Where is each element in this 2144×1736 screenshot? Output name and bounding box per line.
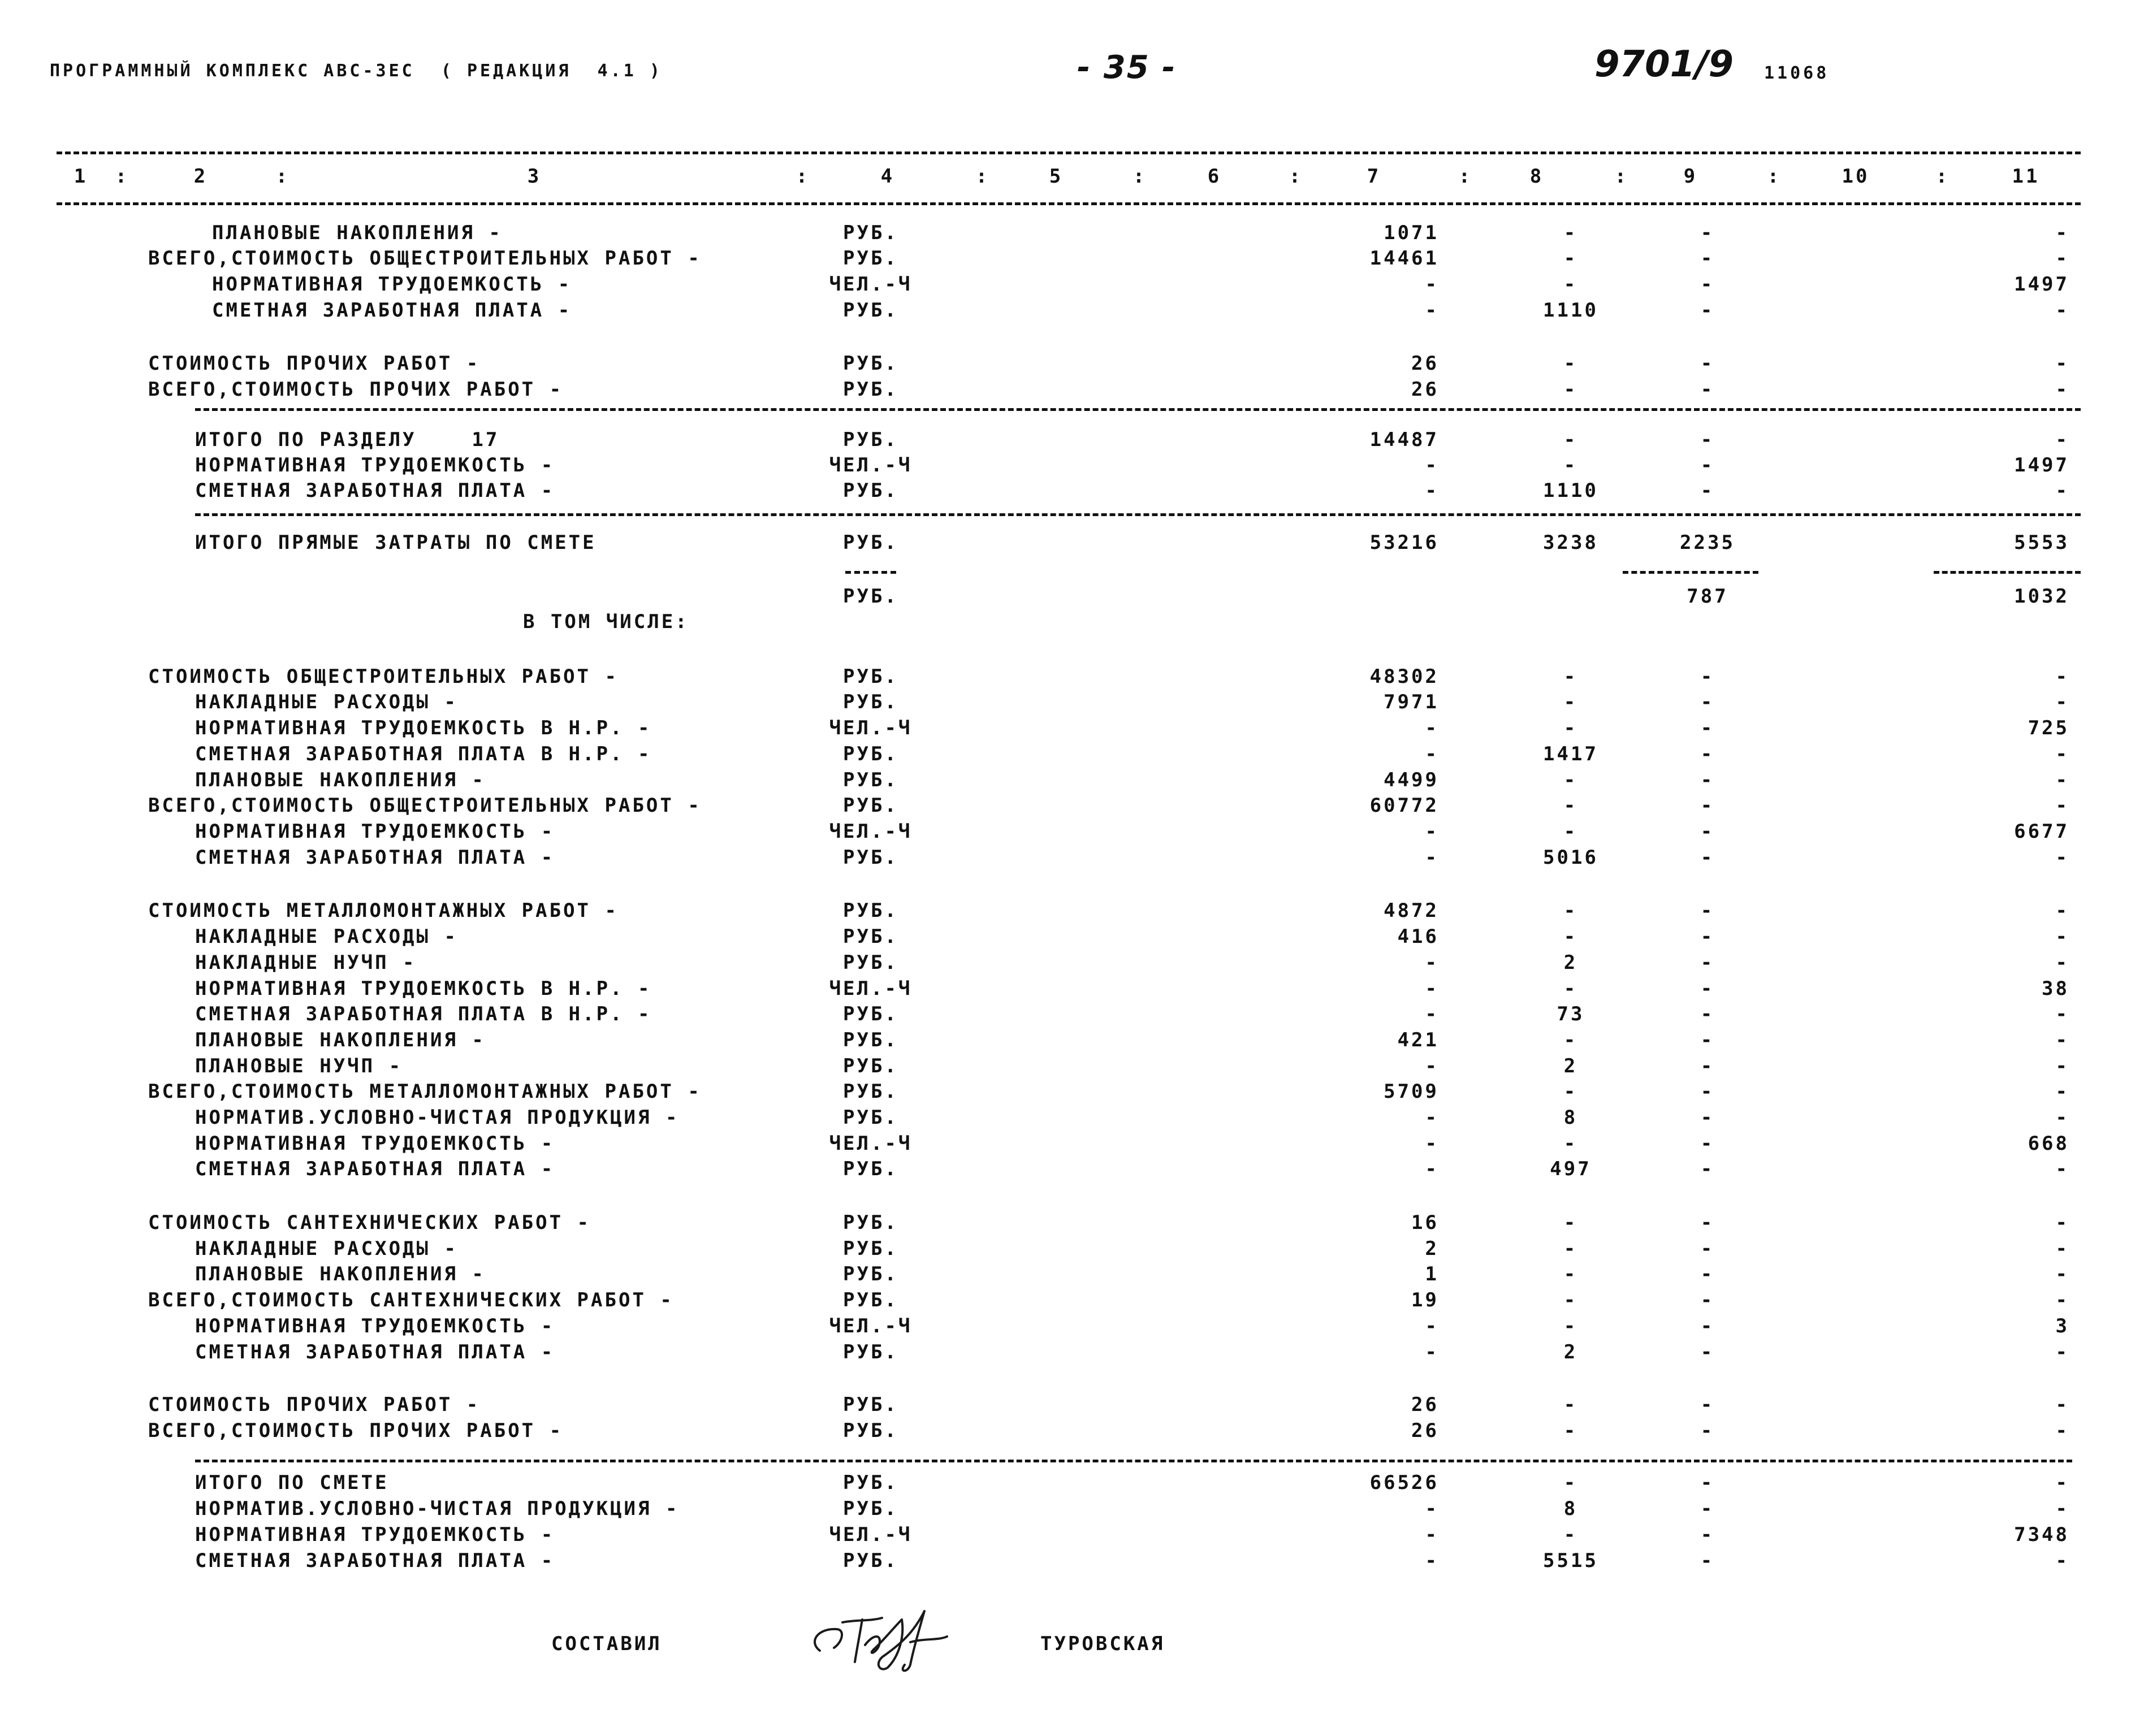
cell-col-11: - [2055, 846, 2069, 869]
cell-col-7: - [1425, 299, 1439, 322]
cell-col-8: - [1563, 1471, 1578, 1494]
cell-col-9: - [1700, 1263, 1715, 1285]
cell-col-11: - [2055, 1497, 2069, 1520]
row-label: НАКЛАДНЫЕ РАСХОДЫ - [195, 691, 458, 713]
cell-col-9: - [1700, 794, 1715, 817]
cell-col-7: 60772 [1369, 794, 1439, 817]
row-label: СТОИМОСТЬ ПРОЧИХ РАБОТ - [148, 1393, 481, 1416]
row-label: ВСЕГО,СТОИМОСТЬ САНТЕХНИЧЕСКИХ РАБОТ - [148, 1289, 674, 1311]
column-separator: : [1458, 165, 1473, 188]
cell-col-8: - [1563, 378, 1578, 401]
cell-col-7: - [1425, 1055, 1439, 1077]
column-number: 5 [1049, 165, 1064, 188]
cell-col-9: - [1700, 769, 1715, 791]
row-label: НОРМАТИВНАЯ ТРУДОЕМКОСТЬ - [195, 1315, 555, 1337]
cell-col-11: - [2055, 1263, 2069, 1285]
cell-col-11: 1497 [2014, 273, 2069, 296]
cell-col-8: - [1563, 1393, 1578, 1416]
cell-col-9: - [1700, 222, 1715, 244]
row-label: НОРМАТИВ.УСЛОВНО-ЧИСТАЯ ПРОДУКЦИЯ - [195, 1497, 680, 1520]
cell-col-7: - [1425, 1106, 1439, 1129]
program-title: ПРОГРАММНЫЙ КОМПЛЕКС АВС-3ЕС ( РЕДАКЦИЯ 4.1 ) [50, 61, 663, 81]
row-label: ПЛАНОВЫЕ НАКОПЛЕНИЯ - [195, 1263, 486, 1285]
cell-col-11: - [2055, 1289, 2069, 1311]
cell-col-8: 5515 [1543, 1549, 1598, 1572]
cell-col-11: - [2055, 794, 2069, 817]
cell-col-8: 8 [1563, 1106, 1578, 1129]
row-label: ПЛАНОВЫЕ НАКОПЛЕНИЯ - [212, 222, 503, 244]
cell-col-7: 416 [1397, 925, 1439, 948]
cell-col-7: 5709 [1384, 1080, 1439, 1103]
cell-col-8: 73 [1557, 1003, 1585, 1025]
row-label: ВСЕГО,СТОИМОСТЬ ОБЩЕСТРОИТЕЛЬНЫХ РАБОТ - [148, 247, 702, 270]
row-label: СМЕТНАЯ ЗАРАБОТНАЯ ПЛАТА - [195, 1158, 555, 1180]
cell-col-11: - [2055, 222, 2069, 244]
row-label: СМЕТНАЯ ЗАРАБОТНАЯ ПЛАТА В Н.Р. - [195, 743, 652, 765]
row-unit: РУБ. [843, 247, 898, 270]
section-rule [195, 408, 2081, 411]
row-unit: ЧЕЛ.-Ч [829, 454, 913, 477]
row-unit: РУБ. [843, 585, 898, 608]
row-unit: РУБ. [843, 222, 898, 244]
cell-col-7: - [1425, 1549, 1439, 1572]
cell-col-8: 497 [1550, 1158, 1592, 1180]
cell-col-11: - [2055, 665, 2069, 688]
row-label: ИТОГО ПРЯМЫЕ ЗАТРАТЫ ПО СМЕТЕ [195, 531, 596, 554]
cell-col-9: - [1700, 273, 1715, 296]
row-label: ИТОГО ПО РАЗДЕЛУ 17 [195, 428, 500, 451]
cell-col-8: - [1563, 1211, 1578, 1234]
cell-col-7: - [1425, 977, 1439, 1000]
row-unit: РУБ. [843, 1419, 898, 1442]
row-label: СТОИМОСТЬ МЕТАЛЛОМОНТАЖНЫХ РАБОТ - [148, 899, 619, 922]
column-separator: : [796, 165, 810, 188]
row-label: НОРМАТИВНАЯ ТРУДОЕМКОСТЬ - [195, 1132, 555, 1155]
row-label: ИТОГО ПО СМЕТЕ [195, 1471, 389, 1494]
cell-col-9: - [1700, 899, 1715, 922]
cell-col-11: 38 [2042, 977, 2069, 1000]
cell-col-11: - [2055, 1341, 2069, 1363]
cell-col-11: - [2055, 691, 2069, 713]
row-label: СМЕТНАЯ ЗАРАБОТНАЯ ПЛАТА - [212, 299, 572, 322]
cell-col-9: - [1700, 1393, 1715, 1416]
cell-col-7: - [1425, 951, 1439, 974]
cell-col-8: 3238 [1543, 531, 1598, 554]
cell-col-7: 1071 [1384, 222, 1439, 244]
cell-col-8: - [1563, 1029, 1578, 1051]
row-unit: ЧЕЛ.-Ч [829, 1523, 913, 1546]
subtotal-heading: В ТОМ ЧИСЛЕ: [523, 611, 689, 633]
cell-col-8: 2 [1563, 951, 1578, 974]
cell-col-7: - [1425, 454, 1439, 477]
row-label: СМЕТНАЯ ЗАРАБОТНАЯ ПЛАТА - [195, 1549, 555, 1572]
cell-col-11: - [2055, 769, 2069, 791]
cell-col-11: - [2055, 899, 2069, 922]
row-label: СМЕТНАЯ ЗАРАБОТНАЯ ПЛАТА В Н.Р. - [195, 1003, 652, 1025]
cell-col-7: - [1425, 1003, 1439, 1025]
row-unit: ЧЕЛ.-Ч [829, 1132, 913, 1155]
cell-col-11: - [2055, 1211, 2069, 1234]
cell-col-11: - [2055, 951, 2069, 974]
cell-col-8: - [1563, 1289, 1578, 1311]
row-unit: РУБ. [843, 794, 898, 817]
cell-col-9: - [1700, 1497, 1715, 1520]
row-unit: РУБ. [843, 1029, 898, 1051]
cell-col-7: 16 [1411, 1211, 1439, 1234]
cell-col-11: - [2055, 1106, 2069, 1129]
cell-col-9: - [1700, 1289, 1715, 1311]
row-unit: РУБ. [843, 1263, 898, 1285]
section-rule [195, 513, 2081, 516]
cell-col-8: - [1563, 1419, 1578, 1442]
cell-col-7: - [1425, 846, 1439, 869]
row-unit: РУБ. [843, 299, 898, 322]
cell-col-11: 3 [2055, 1315, 2069, 1337]
row-unit: РУБ. [843, 1289, 898, 1311]
cell-col-8: - [1563, 247, 1578, 270]
cell-col-8: 2 [1563, 1341, 1578, 1363]
cell-col-7: 26 [1411, 352, 1439, 375]
cell-col-9: - [1700, 378, 1715, 401]
cell-col-9: - [1700, 951, 1715, 974]
cell-col-8: - [1563, 665, 1578, 688]
cell-col-8: - [1563, 1315, 1578, 1337]
compiled-by-label: СОСТАВИЛ [551, 1633, 662, 1655]
cell-col-7: 19 [1411, 1289, 1439, 1311]
cell-col-11: - [2055, 1419, 2069, 1442]
row-label: ВСЕГО,СТОИМОСТЬ ПРОЧИХ РАБОТ - [148, 1419, 564, 1442]
column-separator: : [1767, 165, 1782, 188]
top-rule [57, 151, 2081, 154]
cell-col-9: - [1700, 743, 1715, 765]
row-label: НАКЛАДНЫЕ РАСХОДЫ - [195, 925, 458, 948]
column-separator: : [1289, 165, 1303, 188]
row-label: НАКЛАДНЫЕ НУЧП - [195, 951, 417, 974]
cell-col-7: 14487 [1369, 428, 1439, 451]
cell-col-7: - [1425, 1132, 1439, 1155]
cell-col-9: - [1700, 1080, 1715, 1103]
cell-col-7: 7971 [1384, 691, 1439, 713]
row-label: СТОИМОСТЬ ОБЩЕСТРОИТЕЛЬНЫХ РАБОТ - [148, 665, 619, 688]
cell-col-8: - [1563, 769, 1578, 791]
cell-col-9: - [1700, 1132, 1715, 1155]
document-code: 11068 [1764, 63, 1830, 83]
row-unit: РУБ. [843, 428, 898, 451]
row-label: НОРМАТИВНАЯ ТРУДОЕМКОСТЬ В Н.Р. - [195, 717, 652, 739]
cell-col-9: - [1700, 352, 1715, 375]
row-unit: ЧЕЛ.-Ч [829, 1315, 913, 1337]
cell-col-7: - [1425, 1315, 1439, 1337]
cell-col-9: 2235 [1680, 531, 1735, 554]
row-unit: РУБ. [843, 1497, 898, 1520]
cell-col-11: 5553 [2014, 531, 2069, 554]
underline-rule [845, 571, 896, 574]
cell-col-8: - [1563, 273, 1578, 296]
column-number: 2 [193, 165, 208, 188]
cell-col-8: - [1563, 717, 1578, 739]
cell-col-7: 66526 [1369, 1471, 1439, 1494]
cell-col-9: - [1700, 1055, 1715, 1077]
cell-col-9: - [1700, 1106, 1715, 1129]
cell-col-9: - [1700, 691, 1715, 713]
cell-col-9: - [1700, 717, 1715, 739]
row-unit: РУБ. [843, 1055, 898, 1077]
cell-col-11: - [2055, 925, 2069, 948]
cell-col-11: 1497 [2014, 454, 2069, 477]
row-unit: РУБ. [843, 1211, 898, 1234]
cell-col-9: - [1700, 454, 1715, 477]
row-unit: РУБ. [843, 1158, 898, 1180]
cell-col-9: 787 [1687, 585, 1728, 608]
cell-col-11: - [2055, 1471, 2069, 1494]
row-label: СМЕТНАЯ ЗАРАБОТНАЯ ПЛАТА - [195, 1341, 555, 1363]
cell-col-11: - [2055, 743, 2069, 765]
column-number: 1 [74, 165, 88, 188]
row-label: ПЛАНОВЫЕ НАКОПЛЕНИЯ - [195, 1029, 486, 1051]
compiler-name: ТУРОВСКАЯ [1040, 1633, 1165, 1655]
cell-col-8: - [1563, 1080, 1578, 1103]
cell-col-8: - [1563, 428, 1578, 451]
cell-col-8: 1110 [1543, 479, 1598, 502]
column-number: 8 [1529, 165, 1544, 188]
cell-col-7: 4872 [1384, 899, 1439, 922]
cell-col-11: - [2055, 1080, 2069, 1103]
column-number: 4 [880, 165, 895, 188]
cell-col-7: 26 [1411, 1393, 1439, 1416]
cell-col-7: - [1425, 717, 1439, 739]
cell-col-7: - [1425, 743, 1439, 765]
cell-col-11: - [2055, 1158, 2069, 1180]
cell-col-8: - [1563, 1237, 1578, 1260]
cell-col-9: - [1700, 977, 1715, 1000]
row-unit: РУБ. [843, 743, 898, 765]
cell-col-7: - [1425, 820, 1439, 843]
cell-col-7: 26 [1411, 378, 1439, 401]
cell-col-11: - [2055, 378, 2069, 401]
column-number: 7 [1367, 165, 1381, 188]
cell-col-11: - [2055, 247, 2069, 270]
cell-col-8: - [1563, 1132, 1578, 1155]
cell-col-8: 2 [1563, 1055, 1578, 1077]
cell-col-8: - [1563, 1263, 1578, 1285]
cell-col-7: - [1425, 479, 1439, 502]
cell-col-11: 725 [2028, 717, 2069, 739]
cell-col-9: - [1700, 1549, 1715, 1572]
cell-col-9: - [1700, 479, 1715, 502]
column-separator: : [275, 165, 290, 188]
column-number: 10 [1842, 165, 1870, 188]
cell-col-7: - [1425, 273, 1439, 296]
cell-col-9: - [1700, 1237, 1715, 1260]
row-unit: РУБ. [843, 1341, 898, 1363]
column-separator: : [975, 165, 990, 188]
cell-col-7: 53216 [1369, 531, 1439, 554]
cell-col-8: - [1563, 691, 1578, 713]
cell-col-9: - [1700, 846, 1715, 869]
cell-col-11: - [2055, 1393, 2069, 1416]
cell-col-9: - [1700, 665, 1715, 688]
row-unit: РУБ. [843, 531, 898, 554]
row-label: ПЛАНОВЫЕ НУЧП - [195, 1055, 403, 1077]
row-unit: РУБ. [843, 352, 898, 375]
underline-rule [1934, 571, 2081, 574]
cell-col-11: - [2055, 1003, 2069, 1025]
cell-col-11: - [2055, 352, 2069, 375]
signature-image [803, 1588, 972, 1679]
row-unit: РУБ. [843, 1003, 898, 1025]
row-label: НОРМАТИВНАЯ ТРУДОЕМКОСТЬ В Н.Р. - [195, 977, 652, 1000]
cell-col-9: - [1700, 1419, 1715, 1442]
row-label: СМЕТНАЯ ЗАРАБОТНАЯ ПЛАТА - [195, 479, 555, 502]
cell-col-11: - [2055, 1237, 2069, 1260]
row-unit: РУБ. [843, 479, 898, 502]
header-rule [57, 202, 2081, 205]
cell-col-7: - [1425, 1158, 1439, 1180]
row-unit: РУБ. [843, 899, 898, 922]
row-label: ВСЕГО,СТОИМОСТЬ ОБЩЕСТРОИТЕЛЬНЫХ РАБОТ - [148, 794, 702, 817]
cell-col-7: 421 [1397, 1029, 1439, 1051]
cell-col-11: - [2055, 479, 2069, 502]
cell-col-7: 26 [1411, 1419, 1439, 1442]
cell-col-11: 6677 [2014, 820, 2069, 843]
row-unit: РУБ. [843, 1106, 898, 1129]
cell-col-8: - [1563, 454, 1578, 477]
cell-col-9: - [1700, 1523, 1715, 1546]
cell-col-7: 48302 [1369, 665, 1439, 688]
cell-col-8: - [1563, 1523, 1578, 1546]
column-number: 6 [1207, 165, 1222, 188]
row-label: СМЕТНАЯ ЗАРАБОТНАЯ ПЛАТА - [195, 846, 555, 869]
cell-col-9: - [1700, 428, 1715, 451]
column-number: 9 [1683, 165, 1698, 188]
column-number: 3 [527, 165, 542, 188]
cell-col-7: 14461 [1369, 247, 1439, 270]
row-label: НОРМАТИВНАЯ ТРУДОЕМКОСТЬ - [195, 1523, 555, 1546]
cell-col-11: 7348 [2014, 1523, 2069, 1546]
cell-col-11: - [2055, 1029, 2069, 1051]
cell-col-11: - [2055, 1055, 2069, 1077]
cell-col-8: - [1563, 352, 1578, 375]
cell-col-9: - [1700, 1211, 1715, 1234]
cell-col-9: - [1700, 1029, 1715, 1051]
cell-col-7: 4499 [1384, 769, 1439, 791]
section-rule [195, 1460, 2072, 1462]
row-label: НОРМАТИВНАЯ ТРУДОЕМКОСТЬ - [195, 454, 555, 477]
cell-col-8: 5016 [1543, 846, 1598, 869]
row-unit: РУБ. [843, 1237, 898, 1260]
cell-col-8: - [1563, 820, 1578, 843]
column-separator: : [115, 165, 129, 188]
row-unit: РУБ. [843, 1080, 898, 1103]
page-number: - 35 - [1077, 49, 1177, 86]
cell-col-7: - [1425, 1497, 1439, 1520]
cell-col-7: - [1425, 1523, 1439, 1546]
cell-col-9: - [1700, 1003, 1715, 1025]
row-label: НОРМАТИВ.УСЛОВНО-ЧИСТАЯ ПРОДУКЦИЯ - [195, 1106, 680, 1129]
cell-col-9: - [1700, 1315, 1715, 1337]
cell-col-9: - [1700, 820, 1715, 843]
row-unit: РУБ. [843, 1393, 898, 1416]
column-separator: : [1132, 165, 1147, 188]
cell-col-9: - [1700, 1341, 1715, 1363]
cell-col-7: 2 [1425, 1237, 1439, 1260]
row-label: ВСЕГО,СТОИМОСТЬ МЕТАЛЛОМОНТАЖНЫХ РАБОТ - [148, 1080, 702, 1103]
row-unit: ЧЕЛ.-Ч [829, 273, 913, 296]
cell-col-9: - [1700, 1158, 1715, 1180]
cell-col-8: - [1563, 794, 1578, 817]
row-unit: РУБ. [843, 665, 898, 688]
row-label: ПЛАНОВЫЕ НАКОПЛЕНИЯ - [195, 769, 486, 791]
document-number: 9701/9 [1594, 44, 1734, 85]
cell-col-8: 1417 [1543, 743, 1598, 765]
row-unit: РУБ. [843, 1471, 898, 1494]
row-unit: РУБ. [843, 846, 898, 869]
row-unit: РУБ. [843, 1549, 898, 1572]
cell-col-8: 8 [1563, 1497, 1578, 1520]
row-unit: ЧЕЛ.-Ч [829, 820, 913, 843]
cell-col-9: - [1700, 1471, 1715, 1494]
cell-col-7: - [1425, 1341, 1439, 1363]
row-unit: ЧЕЛ.-Ч [829, 717, 913, 739]
row-label: НОРМАТИВНАЯ ТРУДОЕМКОСТЬ - [212, 273, 572, 296]
cell-col-11: 1032 [2014, 585, 2069, 608]
cell-col-8: - [1563, 222, 1578, 244]
row-label: НОРМАТИВНАЯ ТРУДОЕМКОСТЬ - [195, 820, 555, 843]
cell-col-9: - [1700, 299, 1715, 322]
row-label: НАКЛАДНЫЕ РАСХОДЫ - [195, 1237, 458, 1260]
row-label: СТОИМОСТЬ ПРОЧИХ РАБОТ - [148, 352, 481, 375]
cell-col-11: - [2055, 299, 2069, 322]
cell-col-11: 668 [2028, 1132, 2069, 1155]
row-unit: РУБ. [843, 691, 898, 713]
row-unit: РУБ. [843, 925, 898, 948]
cell-col-9: - [1700, 925, 1715, 948]
cell-col-11: - [2055, 428, 2069, 451]
row-unit: ЧЕЛ.-Ч [829, 977, 913, 1000]
column-number: 11 [2012, 165, 2040, 188]
row-unit: РУБ. [843, 951, 898, 974]
cell-col-8: - [1563, 977, 1578, 1000]
cell-col-8: - [1563, 899, 1578, 922]
row-unit: РУБ. [843, 769, 898, 791]
row-unit: РУБ. [843, 378, 898, 401]
cell-col-8: - [1563, 925, 1578, 948]
underline-rule [1623, 571, 1758, 574]
row-label: ВСЕГО,СТОИМОСТЬ ПРОЧИХ РАБОТ - [148, 378, 564, 401]
cell-col-7: 1 [1425, 1263, 1439, 1285]
column-separator: : [1935, 165, 1950, 188]
cell-col-8: 1110 [1543, 299, 1598, 322]
column-separator: : [1614, 165, 1629, 188]
cell-col-11: - [2055, 1549, 2069, 1572]
cell-col-9: - [1700, 247, 1715, 270]
row-label: СТОИМОСТЬ САНТЕХНИЧЕСКИХ РАБОТ - [148, 1211, 591, 1234]
